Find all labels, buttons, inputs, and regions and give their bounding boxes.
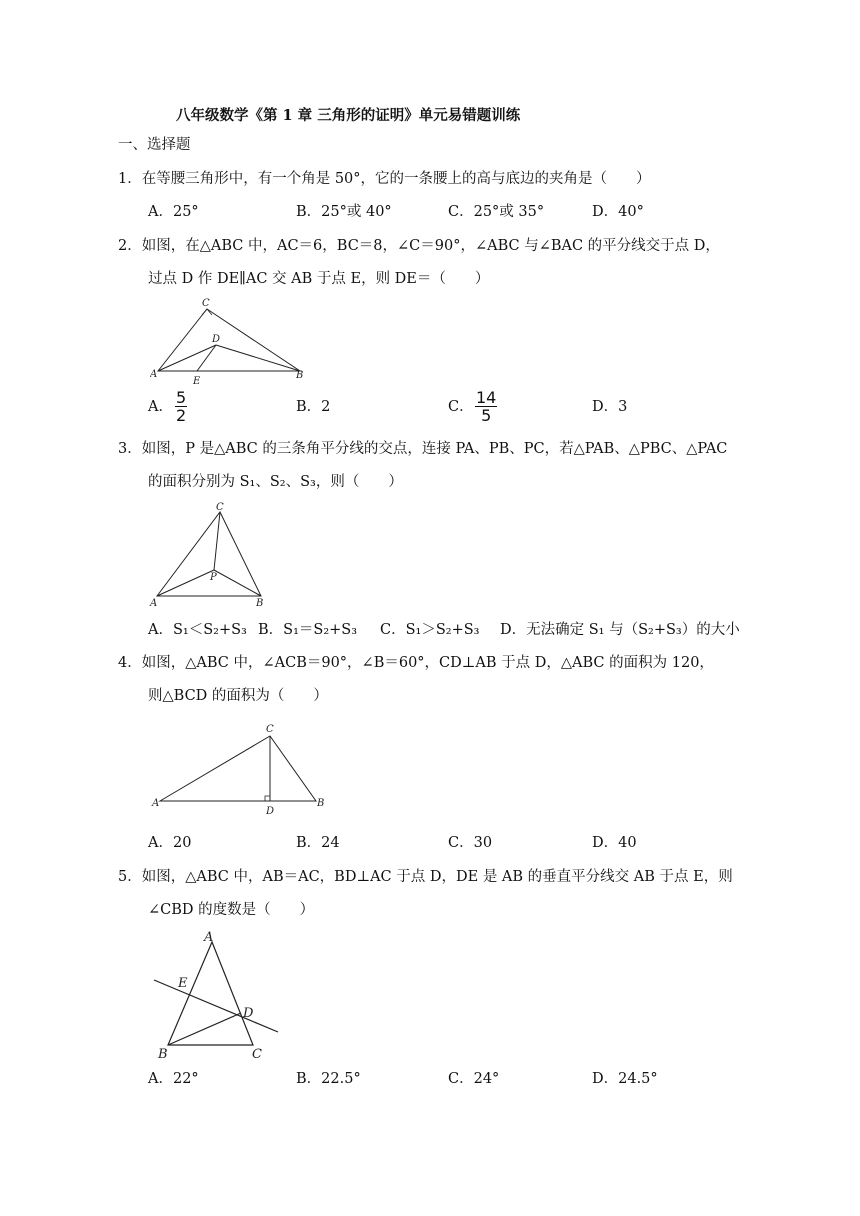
q2-option-a-label: A．: [148, 399, 173, 415]
q3-option-b: B．S₁＝S₂+S₃: [258, 622, 358, 638]
q5-fig-label-a: A: [204, 930, 214, 945]
q5-option-d: D．24.5°: [592, 1071, 658, 1087]
q4-option-d: D．40: [592, 835, 637, 851]
q2-option-b: B．2: [296, 399, 331, 415]
q4-figure: [148, 716, 333, 818]
q2-option-a-numerator: 5: [176, 388, 187, 407]
q2-figure: [150, 293, 310, 388]
q2-option-c-fraction: [475, 389, 497, 424]
q5-fig-label-b: B: [158, 1047, 168, 1062]
q4-option-a: A．20: [148, 835, 192, 851]
section-heading: 一、选择题: [118, 137, 191, 153]
q3-fig-label-p: P: [210, 572, 217, 583]
q4-fig-label-b: B: [317, 798, 325, 809]
q2-stem-line1: 2．如图，在△ABC 中，AC＝6，BC＝8，∠C＝90°，∠ABC 与∠BAC 的平分线交于点 D，: [118, 238, 720, 254]
q2-fig-label-c: C: [202, 298, 210, 309]
q4-fig-label-c: C: [266, 724, 274, 735]
q4-fig-label-a: A: [152, 798, 160, 809]
q2-option-c-denominator: 5: [481, 406, 492, 425]
q5-fig-label-e: E: [178, 976, 188, 991]
q5-fig-label-d: D: [243, 1006, 254, 1021]
q4-option-c: C．30: [448, 835, 493, 851]
q5-stem-line2: ∠CBD 的度数是（ ）: [148, 902, 315, 918]
q3-fig-label-b: B: [256, 598, 264, 609]
q2-fig-label-b: B: [296, 370, 304, 381]
q2-fig-label-d: D: [212, 334, 221, 345]
q4-stem-line2: 则△BCD 的面积为（ ）: [148, 688, 328, 704]
q1-option-d: D．40°: [592, 204, 644, 220]
q4-stem-line1: 4．如图，△ABC 中，∠ACB＝90°，∠B＝60°，CD⊥AB 于点 D，△ABC 的面积为 120，: [118, 655, 714, 671]
q2-stem-line2: 过点 D 作 DE∥AC 交 AB 于点 E，则 DE＝（ ）: [148, 271, 490, 287]
q3-figure: [148, 498, 273, 613]
q3-fig-label-a: A: [150, 598, 158, 609]
q3-option-d: D．无法确定 S₁ 与（S₂+S₃）的大小: [500, 622, 740, 638]
q5-stem-line1: 5．如图，△ABC 中，AB＝AC，BD⊥AC 于点 D，DE 是 AB 的垂直平分线交 AB 于点 E，则: [118, 869, 733, 885]
q1-stem: 1．在等腰三角形中，有一个角是 50°，它的一条腰上的高与底边的夹角是（ ）: [118, 171, 651, 187]
q3-option-c: C．S₁＞S₂+S₃: [380, 622, 480, 638]
q4-fig-label-d: D: [266, 806, 275, 817]
q1-option-b: B．25°或 40°: [296, 204, 392, 220]
q2-option-a-fraction: [175, 389, 187, 424]
q5-figure: [150, 927, 285, 1062]
q2-option-a-denominator: 2: [176, 406, 187, 425]
q4-option-b: B．24: [296, 835, 340, 851]
q2-fig-label-e: E: [193, 376, 201, 387]
q3-fig-label-c: C: [216, 502, 224, 513]
q2-option-c-label: C．: [448, 399, 474, 415]
q2-fig-label-a: A: [150, 369, 158, 380]
page-title: 八年级数学《第 1 章 三角形的证明》单元易错题训练: [176, 107, 521, 124]
q2-option-d: D．3: [592, 399, 628, 415]
q5-fig-label-c: C: [252, 1047, 262, 1062]
q3-option-a: A．S₁＜S₂+S₃: [148, 622, 247, 638]
q1-option-a: A．25°: [148, 204, 199, 220]
q2-option-c-numerator: 14: [476, 388, 497, 407]
q1-option-c: C．25°或 35°: [448, 204, 545, 220]
q3-stem-line2: 的面积分别为 S₁、S₂、S₃，则（ ）: [148, 474, 403, 490]
q5-option-c: C．24°: [448, 1071, 500, 1087]
q5-option-b: B．22.5°: [296, 1071, 361, 1087]
q5-option-a: A．22°: [148, 1071, 199, 1087]
q3-stem-line1: 3．如图，P 是△ABC 的三条角平分线的交点，连接 PA、PB、PC，若△PAB、△PBC、△PAC: [118, 441, 728, 457]
